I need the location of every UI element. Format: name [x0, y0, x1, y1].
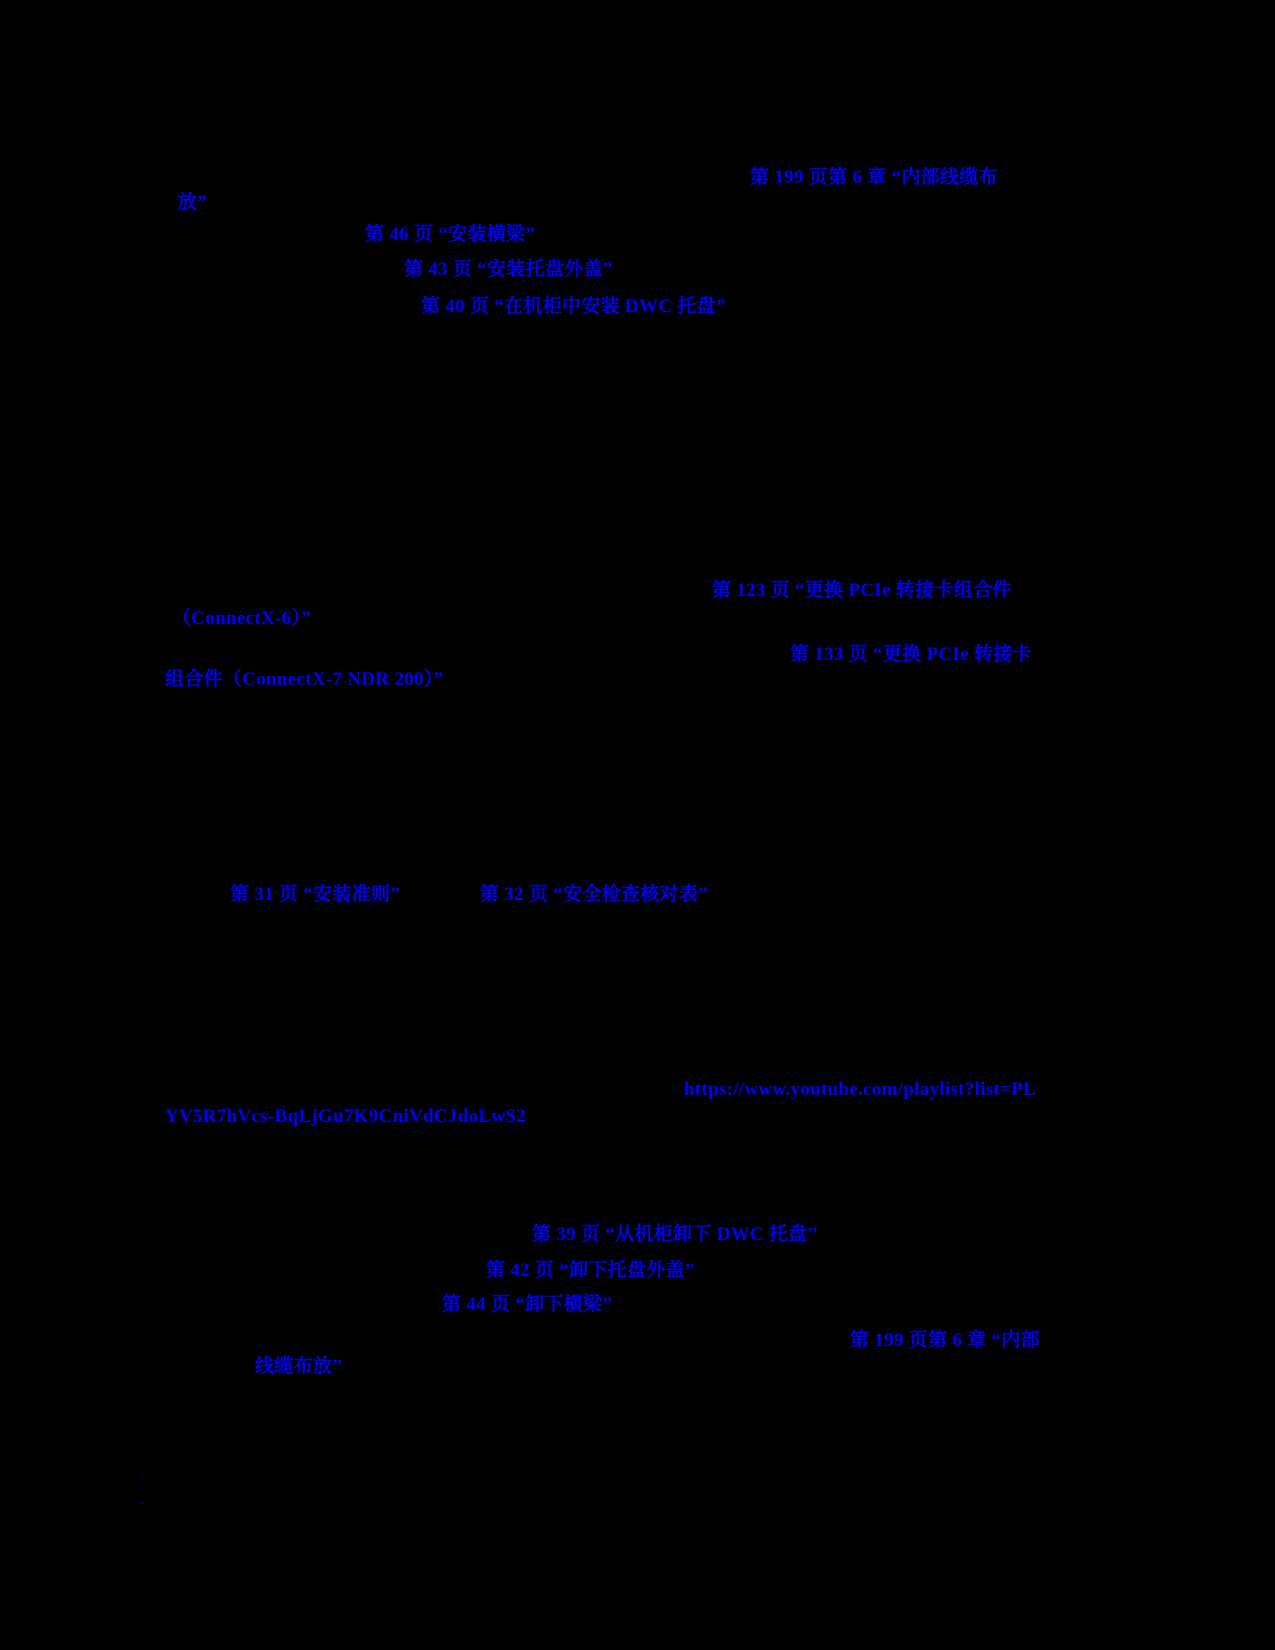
- cross-reference-link-remove-dwc-tray-from-enclosure[interactable]: 第 39 页 “从机柜卸下 DWC 托盘”: [532, 1224, 818, 1245]
- cross-reference-link-install-crossbar[interactable]: 第 46 页 “安装横梁”: [365, 224, 536, 245]
- list-item-bullet: .: [140, 1467, 144, 1482]
- cross-reference-link-replace-pcie-riser-connectx6[interactable]: 第 123 页 “更换 PCIe 转接卡组合件: [712, 580, 1012, 601]
- cross-reference-link-remove-tray-cover[interactable]: 第 42 页 “卸下托盘外盖”: [486, 1260, 695, 1281]
- cross-reference-link-internal-cable-routing-ch6-2[interactable]: 第 199 页第 6 章 “内部: [850, 1330, 1041, 1351]
- cross-reference-link-internal-cable-routing-ch6-2-cont[interactable]: 线缆布放”: [255, 1356, 343, 1377]
- list-item-bullet: .: [140, 1493, 144, 1508]
- cross-reference-link-internal-cable-routing-ch6[interactable]: 第 199 页第 6 章 “内部线缆布: [750, 167, 998, 188]
- cross-reference-link-installation-guidelines[interactable]: 第 31 页 “安装准则”: [230, 884, 401, 905]
- cross-reference-link-replace-pcie-riser-connectx6-cont[interactable]: （ConnectX-6）”: [172, 608, 311, 629]
- cross-reference-link-replace-pcie-riser-connectx7[interactable]: 第 133 页 “更换 PCIe 转接卡: [790, 644, 1032, 665]
- cross-reference-link-remove-crossbar[interactable]: 第 44 页 “卸下横梁”: [442, 1294, 613, 1315]
- external-link-youtube-playlist-cont[interactable]: YV5R7hVcs-BqLjGu7K9CniVdCJdoLwS2: [165, 1106, 527, 1127]
- external-link-youtube-playlist[interactable]: https://www.youtube.com/playlist?list=PL: [684, 1079, 1037, 1100]
- cross-reference-link-install-tray-cover[interactable]: 第 43 页 “安装托盘外盖”: [404, 259, 613, 280]
- cross-reference-link-install-dwc-tray-in-enclosure[interactable]: 第 40 页 “在机柜中安装 DWC 托盘”: [421, 296, 726, 317]
- cross-reference-link-replace-pcie-riser-connectx7-cont[interactable]: 组合件（ConnectX-7 NDR 200）”: [165, 669, 444, 690]
- cross-reference-link-internal-cable-routing-ch6-cont[interactable]: 放”: [178, 192, 208, 213]
- cross-reference-link-safety-inspection-checklist[interactable]: 第 32 页 “安全检查核对表”: [480, 884, 709, 905]
